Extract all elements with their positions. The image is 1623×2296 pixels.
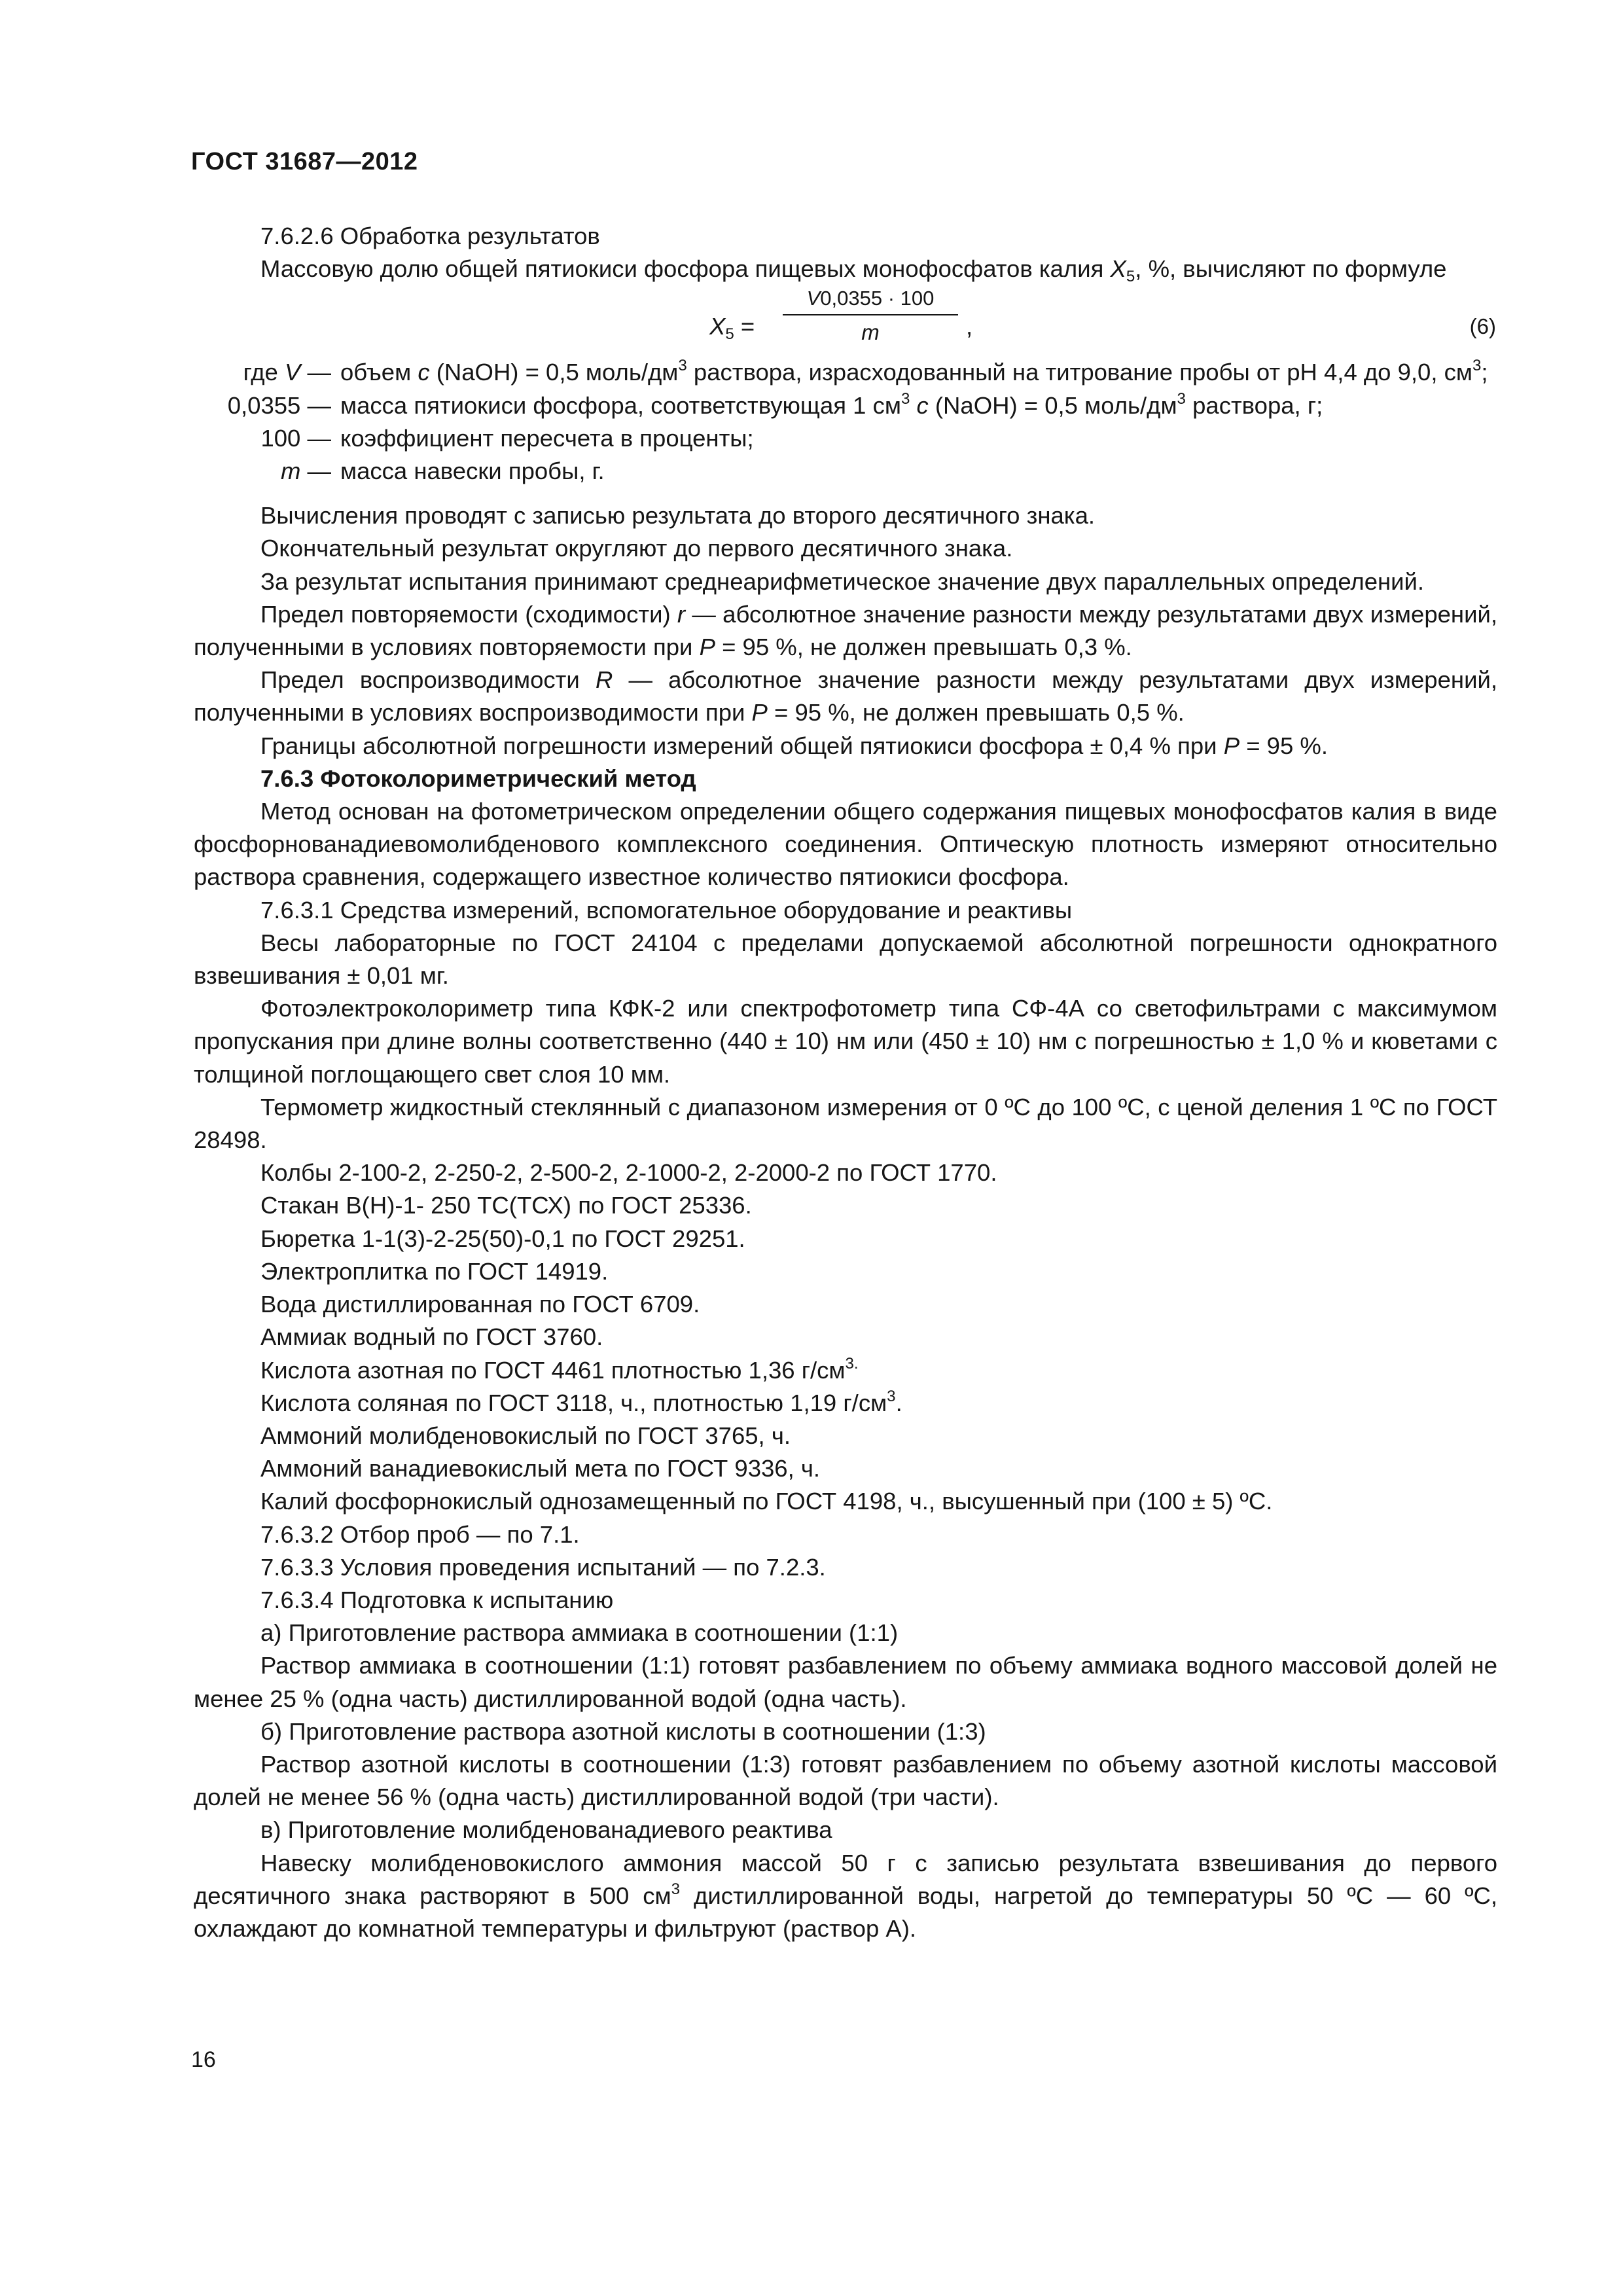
paragraph-rounding: Окончательный результат округляют до первого десятичного знака. xyxy=(260,535,1013,562)
formula-lhs: $X_5$ = xyxy=(709,313,755,344)
page-number: 16 xyxy=(191,2047,216,2072)
list-item: Стакан В(Н)-1- 250 ТС(ТСХ) по ГОСТ 25336. xyxy=(260,1192,752,1219)
subsection-v-title: в) Приготовление молибденованадиевого реактива xyxy=(260,1816,832,1844)
document-body xyxy=(194,220,1497,1945)
section-heading-7634: 7.6.3.4 Подготовка к испытанию xyxy=(260,1586,614,1613)
paragraph-repeatability: Предел повторяемости (сходимости) r — абсолютное значение разности между результатами двух измерений, полученными в условиях повторяемости при P = 95 %, не должен превышать 0,3 %. xyxy=(194,600,1497,661)
legend-desc-0355: масса пятиокиси фосфора, соответствующая 1 $см^3$ c (NaOH) = 0,5 моль/$дм^3$ раствора, г; xyxy=(340,389,1323,419)
section-heading-7631: 7.6.3.1 Средства измерений, вспомогательное оборудование и реактивы xyxy=(260,896,1073,924)
list-item-hydrochloric-acid: Кислота соляная по ГОСТ 3118, ч., плотностью 1,19 $г/см^3$. xyxy=(260,1387,902,1416)
list-item: Электроплитка по ГОСТ 14919. xyxy=(260,1257,609,1285)
legend-key-m: m — xyxy=(280,457,331,485)
list-item: Вода дистиллированная по ГОСТ 6709. xyxy=(260,1291,700,1318)
paragraph-method: Метод основан на фотометрическом определении общего содержания пищевых монофосфатов калия в виде фосфорнованадиевомолибденового комплексного соединения. Оптическую плотность измеряют относительно раствора сравнения, содержащего известное количество пятиокиси фосфора. xyxy=(194,798,1497,891)
subsection-b-title: б) Приготовление раствора азотной кислоты в соотношении (1:3) xyxy=(260,1717,986,1745)
legend-key-0355: 0,0355 — xyxy=(227,391,331,419)
paragraph-calc-precision: Вычисления проводят с записью результата до второго десятичного знака. xyxy=(260,502,1096,529)
section-heading-7626: 7.6.2.6 Обработка результатов xyxy=(260,223,600,249)
document-header: ГОСТ 31687—2012 xyxy=(191,148,418,175)
list-item: Аммиак водный по ГОСТ 3760. xyxy=(260,1323,603,1351)
section-7633: 7.6.3.3 Условия проведения испытаний — по 7.2.3. xyxy=(260,1553,826,1581)
subsection-a-title: а) Приготовление раствора аммиака в соотношении (1:1) xyxy=(260,1619,899,1647)
legend-key-v: где V — xyxy=(243,359,331,386)
formula-6 xyxy=(194,285,1497,356)
formula-fraction xyxy=(783,285,958,346)
list-item-nitric-acid: Кислота азотная по ГОСТ 4461 плотностью 1,36 $г/см^{3.}$ xyxy=(260,1354,859,1384)
section-heading-763: 7.6.3 Фотоколориметрический метод xyxy=(260,764,696,792)
paragraph-reproducibility: Предел воспроизводимости R — абсолютное значение разности между результатами двух измерений, полученными в условиях воспроизводимости при P = 95 %, не должен превышать 0,5 %. xyxy=(194,666,1497,726)
paragraph-intro: Массовую долю общей пятиокиси фосфора пищевых монофосфатов калия $X_5$, %, вычисляют по формуле xyxy=(260,255,1447,286)
legend-desc-m: масса навески пробы, г. xyxy=(340,457,605,485)
legend-desc-v: объем c (NaOH) = 0,5 моль/$дм^3$ раствора, израсходованный на титрование пробы от pH 4,4 до 9,0, $см^3$; xyxy=(340,357,1488,386)
list-item: Бюретка 1-1(3)-2-25(50)-0,1 по ГОСТ 29251. xyxy=(260,1225,745,1252)
formula-legend xyxy=(194,356,1497,488)
list-item: Аммоний молибденовокислый по ГОСТ 3765, ч. xyxy=(260,1422,791,1449)
list-item: Калий фосфорнокислый однозамещенный по ГОСТ 4198, ч., высушенный при (100 ± 5) ºС. xyxy=(260,1488,1273,1515)
legend-desc-100: коэффициент пересчета в проценты; xyxy=(340,424,754,452)
subsection-b-text: Раствор азотной кислоты в соотношении (1:3) готовят разбавлением по объему азотной кислоты массовой долей не менее 56 % (одна часть) дистиллированной водой (три части). xyxy=(194,1750,1497,1811)
equation-number: (6) xyxy=(1469,314,1496,339)
list-item: Весы лабораторные по ГОСТ 24104 с пределами допускаемой абсолютной погрешности однократного взвешивания ± 0,01 мг. xyxy=(194,929,1497,990)
list-item: Фотоэлектроколориметр типа КФК-2 или спектрофотометр типа СФ-4А со светофильтрами с максимумом пропускания при длине волны соответственно (440 ± 10) нм или (450 ± 10) нм с погрешностью ± 1,0 % и кюветами с толщиной поглощающего свет слоя 10 мм. xyxy=(194,995,1497,1088)
formula-comma: , xyxy=(966,313,973,340)
list-item: Колбы 2-100-2, 2-250-2, 2-500-2, 2-1000-2, 2-2000-2 по ГОСТ 1770. xyxy=(260,1159,997,1187)
fraction-bar xyxy=(783,314,958,315)
list-item: Термометр жидкостный стеклянный с диапазоном измерения от 0 ºС до 100 ºС, с ценой деления 1 ºС по ГОСТ 28498. xyxy=(194,1093,1497,1154)
list-item: Аммоний ванадиевокислый мета по ГОСТ 9336, ч. xyxy=(260,1455,821,1482)
subsection-v-text: Навеску молибденовокислого аммония массой 50 г с записью результата взвешивания до первого десятичного знака растворяют в 500 $см^3$ дистиллированной воды, нагретой до температуры 50 ºС — 60 ºС, охлаждают до комнатной температуры и фильтруют (раствор А). xyxy=(194,1849,1497,1942)
section-7632: 7.6.3.2 Отбор проб — по 7.1. xyxy=(260,1520,580,1548)
formula-numerator: V0,0355 · 100 xyxy=(806,287,935,310)
legend-key-100: 100 — xyxy=(260,424,331,452)
paragraph-result-mean: За результат испытания принимают среднеарифметическое значение двух параллельных определений. xyxy=(260,567,1425,595)
paragraph-error-bounds: Границы абсолютной погрешности измерений общей пятиокиси фосфора ± 0,4 % при P = 95 %. xyxy=(260,732,1328,759)
subsection-a-text: Раствор аммиака в соотношении (1:1) готовят разбавлением по объему аммиака водного массовой долей не менее 25 % (одна часть) дистиллированной водой (одна часть). xyxy=(194,1652,1497,1712)
formula-denominator: m xyxy=(861,320,880,345)
